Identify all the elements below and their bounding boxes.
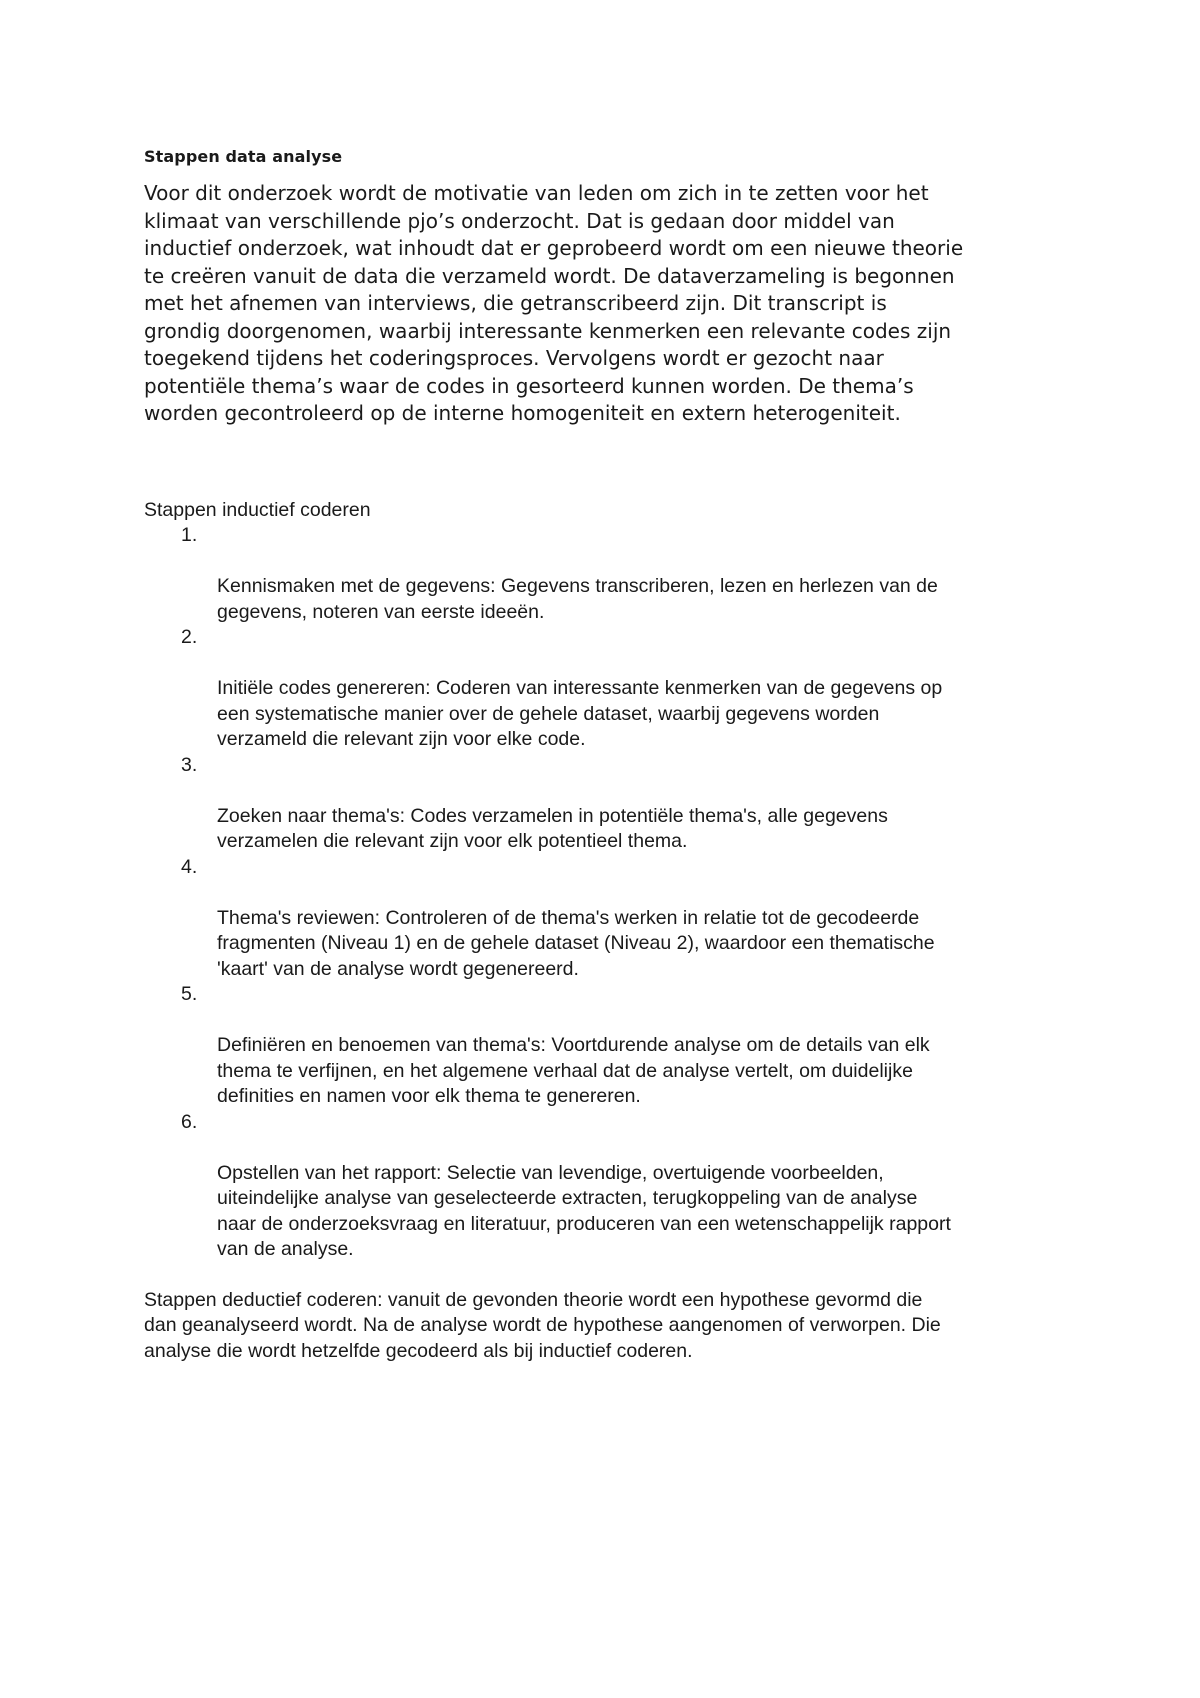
list-item-text: Definiëren en benoemen van thema's: Voortdurende analyse om de details van elk thema te verfijnen, en het algemene verhaal dat de analyse vertelt, om duidelijke definities en namen voor elk thema te genereren. bbox=[217, 1034, 930, 1107]
list-item bbox=[144, 855, 1064, 983]
list-item-number: 3. bbox=[181, 753, 198, 776]
list-item-number: 5. bbox=[181, 983, 198, 1005]
list-item bbox=[144, 753, 1064, 855]
inductive-steps-list bbox=[144, 523, 1064, 1263]
list-item-text: Thema's reviewen: Controleren of de thema's werken in relatie tot de gecodeerde fragmenten (Niveau 1) en de gehele dataset (Niveau 2), waardoor een thematische 'kaart' van de analyse wordt gegenereerd. bbox=[217, 906, 935, 980]
intro-paragraph: Voor dit onderzoek wordt de motivatie van leden om zich in te zetten voor het klimaat van verschillende pjo’s onderzocht. Dat is gedaan door middel van inductief onderzoek, wat inhoudt dat er geprobeerd wordt om een nieuwe theorie te creëren vanuit de data die verzameld wordt. De dataverzameling is begonnen met het afnemen van interviews, die getranscribeerd zijn. Dit transcript is grondig doorgenomen, waarbij interessante kenmerken een relevante codes zijn toegekend tijdens het coderingsproces. Vervolgens wordt er gezocht naar potentiële thema’s waar de codes in gesorteerd kunnen worden. De thema’s worden gecontroleerd op de interne homogeniteit en extern heterogeniteit. bbox=[144, 181, 964, 425]
list-item bbox=[144, 1110, 1064, 1263]
list-item-text: Initiële codes genereren: Coderen van interessante kenmerken van de gegevens op een systematische manier over de gehele dataset, waarbij gegevens worden verzameld die relevant zijn voor elke code. bbox=[217, 677, 943, 750]
list-item bbox=[144, 625, 1064, 753]
list-item-number: 4. bbox=[181, 855, 198, 878]
list-item bbox=[144, 982, 1064, 1110]
list-item bbox=[144, 523, 1064, 625]
list-item-number: 6. bbox=[181, 1110, 198, 1133]
inductive-heading: Stappen inductief coderen bbox=[144, 498, 371, 521]
list-item-number: 2. bbox=[181, 626, 198, 648]
list-item-number: 1. bbox=[181, 524, 198, 546]
list-item-text: Opstellen van het rapport: Selectie van levendige, overtuigende voorbeelden, uiteindelijke analyse van geselecteerde extracten, terugkoppeling van de analyse naar de onderzoeksvraag en literatuur, produceren van een wetenschappelijk rapport van de analyse. bbox=[217, 1161, 951, 1260]
deductive-paragraph: Stappen deductief coderen: vanuit de gevonden theorie wordt een hypothese gevormd die dan geanalyseerd wordt. Na de analyse wordt de hypothese aangenomen of verworpen. Die analyse die wordt hetzelfde gecodeerd als bij inductief coderen. bbox=[144, 1288, 941, 1362]
list-item-text: Kennismaken met de gegevens: Gegevens transcriberen, lezen en herlezen van de gegevens, noteren van eerste ideeën. bbox=[217, 575, 938, 623]
list-item-text: Zoeken naar thema's: Codes verzamelen in potentiële thema's, alle gegevens verzamelen die relevant zijn voor elk potentieel thema. bbox=[217, 804, 888, 852]
document-title: Stappen data analyse bbox=[144, 147, 343, 166]
document-body bbox=[144, 146, 1064, 1364]
